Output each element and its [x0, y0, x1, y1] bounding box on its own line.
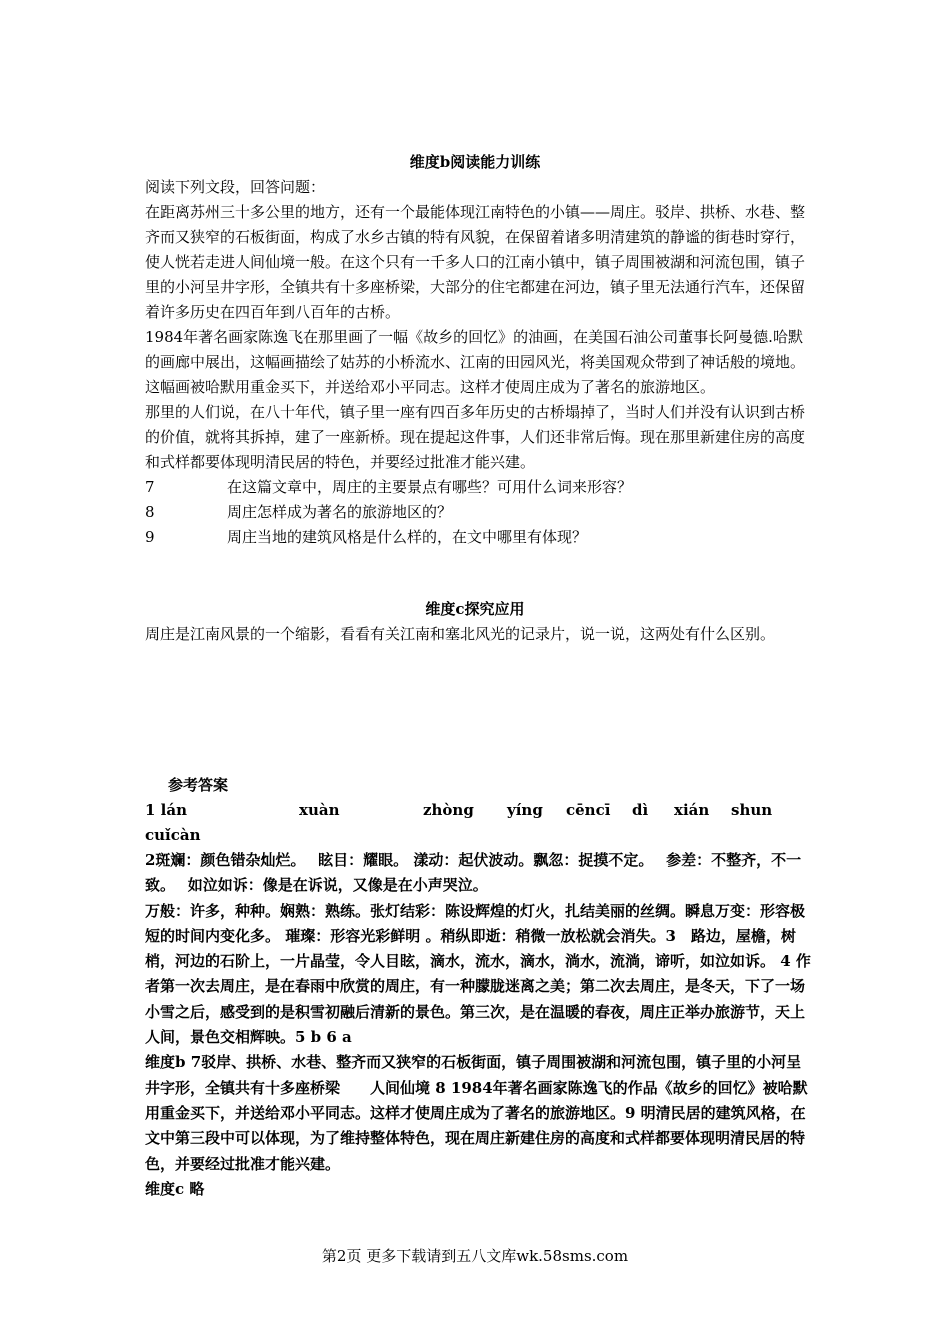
question-number: 8: [145, 503, 155, 521]
section-c-text: 周庄是江南风景的一个缩影，看看有关江南和塞北风光的记录片，说一说，这两处有什么区别。: [145, 625, 776, 643]
question-text: 周庄当地的建筑风格是什么样的，在文中哪里有体现？: [227, 528, 588, 546]
pinyin-item: shun: [731, 801, 773, 819]
pinyin-item: dì: [632, 801, 649, 819]
question-text: 周庄怎样成为著名的旅游地区的？: [227, 503, 453, 521]
answer-paragraph: 维度c 略: [145, 1179, 205, 1198]
pinyin-item: cēncī: [566, 801, 611, 819]
answer-paragraph: 2斑斓：颜色错杂灿烂。 眩目：耀眼。 漾动：起伏波动。飘忽：捉摸不定。 参差：不整齐，不一致。 如泣如诉：像是在诉说，又像是在小声哭泣。: [145, 851, 802, 895]
pinyin-item: 1 lán: [145, 801, 187, 819]
page-footer: 第2页 更多下载请到五八文库wk.58sms.com: [321, 1247, 629, 1265]
pinyin-item: yíng: [507, 801, 543, 819]
reading-paragraph: 在距离苏州三十多公里的地方，还有一个最能体现江南特色的小镇——周庄。驳岸、拱桥、水巷、整齐而又狭窄的石板街面，构成了水乡古镇的特有风貌，在保留着诸多明清建筑的静谧的街巷时穿行，使人恍若走进人间仙境一般。在这个只有一千多人口的江南小镇中，镇子周围被湖和河流包围，镇子里的小河呈井字形，全镇共有十多座桥梁，大部分的住宅都建在河边，镇子里无法通行汽车，还保留着许多历史在四百年到八百年的古桥。: [145, 203, 806, 321]
section-c-body: [145, 622, 813, 647]
question-item: [145, 500, 813, 525]
question-number: 7: [145, 478, 155, 496]
answer-paragraph: 万般：许多，种种。娴熟：熟练。张灯结彩：陈设辉煌的灯火，扎结美丽的丝绸。瞬息万变：形容极短的时间内变化多。 璀璨：形容光彩鲜明 。稍纵即逝：稍微一放松就会消失。3 路边，屋檐，树梢，河边的石阶上，一片晶莹，令人目眩，滴水，流水，滴水，淌水，流淌，谛听，如泣如诉。 4 作者第一次去周庄，是在春雨中欣赏的周庄，有一种朦胧迷离之美；第二次去周庄，是冬天，下了一场小雪之后，感受到的是积雪初融后清新的景色。第三次，是在温暖的春夜，周庄正举办旅游节，天上人间，景色交相辉映。5 b 6 a: [145, 901, 811, 1047]
answer-paragraph: 维度b 7驳岸、拱桥、水巷、整齐而又狭窄的石板街面，镇子周围被湖和河流包围，镇子里的小河呈井字形，全镇共有十多座桥梁 人间仙境 8 1984年著名画家陈逸飞的作品《故乡的回忆》被哈默用重金买下，并送给邓小平同志。这样才使周庄成为了著名的旅游地区。9 明清民居的建筑风格，在文中第三段中可以体现，为了维持整体特色，现在周庄新建住房的高度和式样都要体现明清民居的特色，并要经过批准才能兴建。: [145, 1053, 808, 1173]
reading-paragraph: 1984年著名画家陈逸飞在那里画了一幅《故乡的回忆》的油画，在美国石油公司董事长阿曼德.哈默的画廊中展出，这幅画描绘了姑苏的小桥流水、江南的田园风光，将美国观众带到了神话般的境地。这幅画被哈默用重金买下，并送给邓小平同志。这样才使周庄成为了著名的旅游地区。: [145, 328, 806, 396]
question-text: 在这篇文章中，周庄的主要景点有哪些？可用什么词来形容？: [227, 478, 633, 496]
reading-paragraph: 那里的人们说，在八十年代，镇子里一座有四百多年历史的古桥塌掉了，当时人们并没有认识到古桥的价值，就将其拆掉，建了一座新桥。现在提起这件事，人们还非常后悔。现在那里新建住房的高度和式样都要体现明清民居的特色，并要经过批准才能兴建。: [145, 403, 806, 471]
section-b-intro: 阅读下列文段，回答问题：: [145, 178, 326, 196]
answers-body: [145, 798, 813, 1202]
pinyin-item: xián: [674, 801, 710, 819]
section-b-body: [145, 175, 813, 550]
pinyin-item: zhòng: [423, 801, 474, 819]
section-c-title: 维度c探究应用: [425, 600, 525, 618]
section-b-title: 维度b阅读能力训练: [409, 153, 541, 171]
pinyin-item: cuǐcàn: [145, 826, 201, 844]
pinyin-row: [145, 823, 813, 848]
pinyin-item: xuàn: [299, 801, 340, 819]
question-item: [145, 475, 813, 500]
question-number: 9: [145, 528, 155, 546]
pinyin-row: [145, 798, 813, 823]
question-item: [145, 525, 813, 550]
answers-title: 参考答案: [168, 776, 229, 794]
